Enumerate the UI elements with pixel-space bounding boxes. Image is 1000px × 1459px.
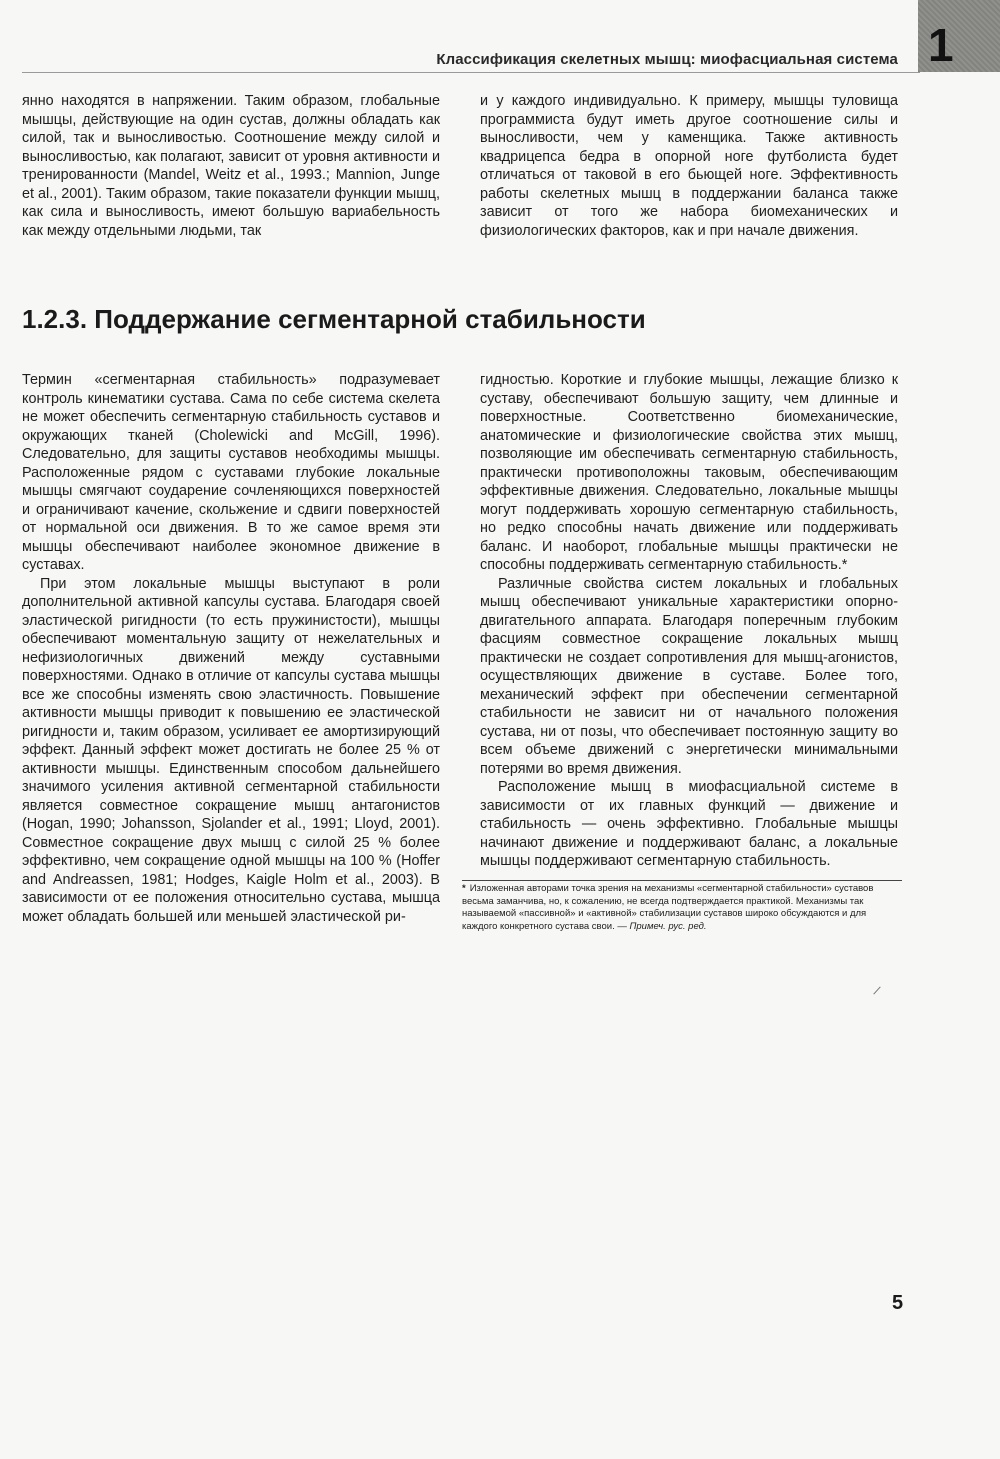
footnote-author: Примеч. рус. ред. <box>629 920 707 932</box>
top-left-column <box>22 92 440 240</box>
chapter-tab <box>918 0 1000 72</box>
paragraph: янно находятся в напряжении. Таким образом, глобальные мышцы, действующие на один сустав, должны обладать как силой, так и выносливостью. Соотношение между силой и выносливостью, как полагают, зависит от уровня активности и тренированности (Mandel, Weitz et al., 1993.; Mannion, Junge et al., 2001). Таким образом, такие показатели функции мышц, как сила и выносливость, имеют большую вариабельность как между отдельными людьми, так <box>22 93 440 239</box>
paragraph: При этом локальные мышцы выступают в роли дополнительной активной капсулы сустава. Благодаря своей эластической ригидности (то есть пружинистости), мышцы обеспечивают моментальную защиту от нежелательных и нефизиологичных движений между суставными поверхностями. Однако в отличие от капсулы сустава мышцы все же способны изменять свою эластичность. Повышение активности мышцы приводит к повышению ее эластической ригидности и, таким образом, усиливает ее амортизирующий эффект. Данный эффект может достигать не более 25 % от активности мышцы. Единственным способом дальнейшего значимого усиления активной сегментарной стабильности является совместное сокращение мышц антагонистов (Hogan, 1990; Johansson, Sjolander et al., 1991; Lloyd, 2001). Совместное сокращение двух мышц с силой 25 % более эффективно, чем сокращение одной мышцы на 100 % (Hoffer and Andreassen, 1981; Hodges, Kaigle Holm et al., 2003). В зависимости от ее положения относительно сустава, мышца может обладать большей или меньшей эластической ри- <box>22 575 440 925</box>
chapter-number: 1 <box>928 19 954 71</box>
footnote <box>462 880 902 933</box>
running-title: Классификация скелетных мышц: миофасциальная система <box>436 51 898 68</box>
scan-mark <box>873 986 880 994</box>
paragraph: и у каждого индивидуально. К примеру, мышцы туловища программиста будут иметь другое соотношение силы и выносливости, чем у каменщика. Также активность квадрицепса бедра в опорной ноге футболиста будет отличаться от таковой в его бьющей ноге. Эффективность работы скелетных мышц в поддержании баланса также зависит от того же набора биомеханических и физиологических факторов, как и при начале движения. <box>480 93 898 239</box>
page-number: 5 <box>892 1292 904 1314</box>
footnote-mark: * <box>462 883 466 894</box>
running-header <box>22 50 920 73</box>
paragraph: Термин «сегментарная стабильность» подразумевает контроль кинематики сустава. Сама по себе система скелета не может обеспечить сегментарную стабильность суставов и окружающих тканей (Cholewicki and McGill, 1996). Следовательно, для защиты суставов необходимы мышцы. Расположенные рядом с суставами глубокие локальные мышцы смягчают соударение сочленяющихся поверхностей и ограничивают качение, скольжение и сдвиги поверхностей от нормальной оси движения. В то же самое время эти мышцы обеспечивают наиболее экономное движение в суставах. <box>22 372 440 573</box>
paragraph: гидностью. Короткие и глубокие мышцы, лежащие близко к суставу, обеспечивают большую защиту, чем длинные и поверхностные. Соответственно биомеханические, анатомические и физиологические свойства этих мышц, позволяющие им обеспечивать сегментарную стабильность, практически противоположны таковым, обеспечивающим эффективные движения. Следовательно, локальные мышцы могут поддерживать хорошую сегментарную стабильность, но редко способны начать движение или поддерживать баланс. И наоборот, глобальные мышцы практически не способны поддерживать сегментарную стабильность.* <box>480 372 898 573</box>
section-heading: 1.2.3. Поддержание сегментарной стабильности <box>22 304 646 334</box>
body-right-column <box>480 371 898 871</box>
paragraph: Расположение мышц в миофасциальной системе в зависимости от их главных функций — движение и стабильность — очень эффективно. Глобальные мышцы начинают движение и поддерживают баланс, а локальные мышцы поддерживают сегментарную стабильность. <box>480 779 898 869</box>
body-left-column <box>22 371 440 926</box>
footnote-text: Изложенная авторами точка зрения на механизмы «сегментарной стабильности» суставов весьма заманчива, но, к сожалению, не всегда подтверждается практикой. Механизмы так называемой «пассивной» и «активной» стабилизации суставов широко обсуждаются и для каждого конкретного сустава свои. — <box>462 883 874 932</box>
top-right-column <box>480 92 898 240</box>
paragraph: Различные свойства систем локальных и глобальных мышц обеспечивают уникальные характеристики опорно-двигательного аппарата. Благодаря поперечным глубоким фасциям совместное сокращение локальных мышц практически не создает сопротивления для мышц-агонистов, осуществляющих движение в суставе. Более того, механический эффект при обеспечении сегментарной стабильности не зависит ни от начального положения сустава, ни от позы, что обеспечивает постоянную защиту во всем объеме движений с энергетически минимальными потерями во время движения. <box>480 575 898 777</box>
